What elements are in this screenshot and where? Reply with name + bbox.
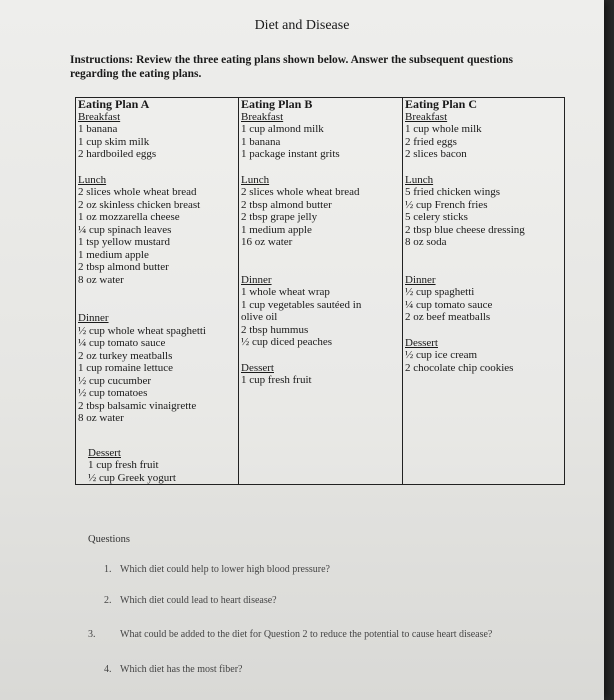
food-item: 1 cup whole milk <box>405 123 482 135</box>
food-item: 1 whole wheat wrap <box>241 286 330 298</box>
question-item: 4. Which diet has the most fiber? <box>104 664 243 675</box>
food-item: ½ cup whole wheat spaghetti <box>78 324 206 337</box>
food-item: 1 banana <box>78 123 118 135</box>
plan-b-breakfast-label: Breakfast <box>241 110 284 123</box>
page-title: Diet and Disease <box>254 18 350 33</box>
food-item: 1 oz mozzarella cheese <box>78 211 180 223</box>
plan-b-title: Eating Plan B <box>241 97 313 111</box>
food-item: 2 slices bacon <box>405 148 467 160</box>
food-item: 2 chocolate chip cookies <box>405 361 514 374</box>
food-item: 1 package instant grits <box>241 148 340 160</box>
plan-a-breakfast-label: Breakfast <box>78 110 121 123</box>
food-item: 5 celery sticks <box>405 211 468 223</box>
plan-c-title: Eating Plan C <box>405 97 478 111</box>
food-item: 8 oz soda <box>405 236 447 248</box>
food-item: ¼ cup tomato sauce <box>405 298 493 311</box>
food-item: 2 tbsp almond butter <box>241 198 332 211</box>
food-item: 2 slices whole wheat bread <box>241 186 360 198</box>
plan-a-title: Eating Plan A <box>78 97 150 111</box>
plan-a-dessert-label: Dessert <box>88 446 121 459</box>
food-item: 1 cup almond milk <box>241 123 324 135</box>
plans-row <box>76 98 565 485</box>
food-item: ½ cup spaghetti <box>405 286 475 298</box>
food-item: 2 tbsp balsamic vinaigrette <box>78 399 197 412</box>
food-item: ½ cup Greek yogurt <box>88 471 176 484</box>
food-item: ½ cup ice cream <box>405 349 478 361</box>
instructions: Instructions: Review the three eating plans shown below. Answer the subsequent questions regarding the eating plans. <box>70 54 514 80</box>
food-item: 1 cup fresh fruit <box>88 459 159 471</box>
plan-a-cell <box>76 98 239 485</box>
plan-c-lunch-list <box>405 186 562 249</box>
food-item: 1 tsp yellow mustard <box>78 236 170 248</box>
food-item: 2 slices whole wheat bread <box>78 186 197 198</box>
plan-a-dinner-label: Dinner <box>78 312 109 324</box>
food-item: 1 cup fresh fruit <box>241 374 312 386</box>
plan-c-breakfast-label: Breakfast <box>405 110 448 123</box>
food-item: ½ cup diced peaches <box>241 336 333 348</box>
plan-c-dinner-list <box>405 286 562 324</box>
food-item: 1 cup romaine lettuce <box>78 362 173 374</box>
food-item: 1 cup vegetables sautéed in <box>241 298 362 311</box>
food-item: ½ cup cucumber <box>78 374 151 387</box>
food-item: 1 cup skim milk <box>78 135 150 148</box>
plan-b-cell <box>239 98 403 485</box>
plan-c-dinner-label: Dinner <box>405 273 436 286</box>
food-item: ¼ cup tomato sauce <box>78 337 166 349</box>
food-item: 1 banana <box>241 135 281 148</box>
plan-c-lunch-label: Lunch <box>405 173 434 186</box>
food-item: olive oil <box>241 311 278 323</box>
plan-b-dessert-list <box>241 374 400 387</box>
food-item: 16 oz water <box>241 236 293 248</box>
questions-heading: Questions <box>88 534 130 545</box>
food-item: 2 tbsp hummus <box>241 323 309 336</box>
question-item: 2. Which diet could lead to heart disease? <box>104 595 277 606</box>
food-item: 1 medium apple <box>78 248 149 261</box>
food-item: 2 tbsp grape jelly <box>241 211 318 223</box>
question-item: 1. Which diet could help to lower high blood pressure? <box>104 564 330 575</box>
food-item: 2 tbsp blue cheese dressing <box>405 223 525 236</box>
questions-list <box>88 560 534 691</box>
plan-a-dinner-list <box>78 325 236 425</box>
food-item: 5 fried chicken wings <box>405 186 500 198</box>
food-item: 2 tbsp almond butter <box>78 261 169 273</box>
plan-b-dinner-label: Dinner <box>241 273 272 286</box>
plan-a-breakfast-list <box>78 123 236 161</box>
plan-c-cell <box>403 98 565 485</box>
plan-c-breakfast-list <box>405 123 562 161</box>
food-item: 8 oz water <box>78 412 124 424</box>
plan-b-lunch-label: Lunch <box>241 173 270 186</box>
food-item: 8 oz water <box>78 273 124 286</box>
plan-b-breakfast-list <box>241 123 400 161</box>
plan-c-dessert-label: Dessert <box>405 336 438 349</box>
eating-plans-table <box>75 97 565 485</box>
plan-b-dinner-list <box>241 286 400 349</box>
food-item: ½ cup French fries <box>405 198 488 211</box>
food-item: 2 oz beef meatballs <box>405 311 491 323</box>
food-item: ¼ cup spinach leaves <box>78 223 172 236</box>
food-item: 2 fried eggs <box>405 135 457 148</box>
food-item: ½ cup tomatoes <box>78 387 148 399</box>
food-item: 2 hardboiled eggs <box>78 148 157 160</box>
food-item: 2 oz skinless chicken breast <box>78 198 201 211</box>
plan-b-dessert-label: Dessert <box>241 361 274 374</box>
plan-a-lunch-label: Lunch <box>78 173 107 186</box>
plan-a-dessert-list <box>88 459 236 484</box>
question-item: 3. What could be added to the diet for Question 2 to reduce the potential to cause heart disease? <box>88 629 493 640</box>
plan-b-lunch-list <box>241 186 400 249</box>
plan-a-lunch-list <box>78 186 236 286</box>
food-item: 1 medium apple <box>241 223 312 236</box>
food-item: 2 oz turkey meatballs <box>78 349 173 362</box>
plan-c-dessert-list <box>405 349 562 374</box>
